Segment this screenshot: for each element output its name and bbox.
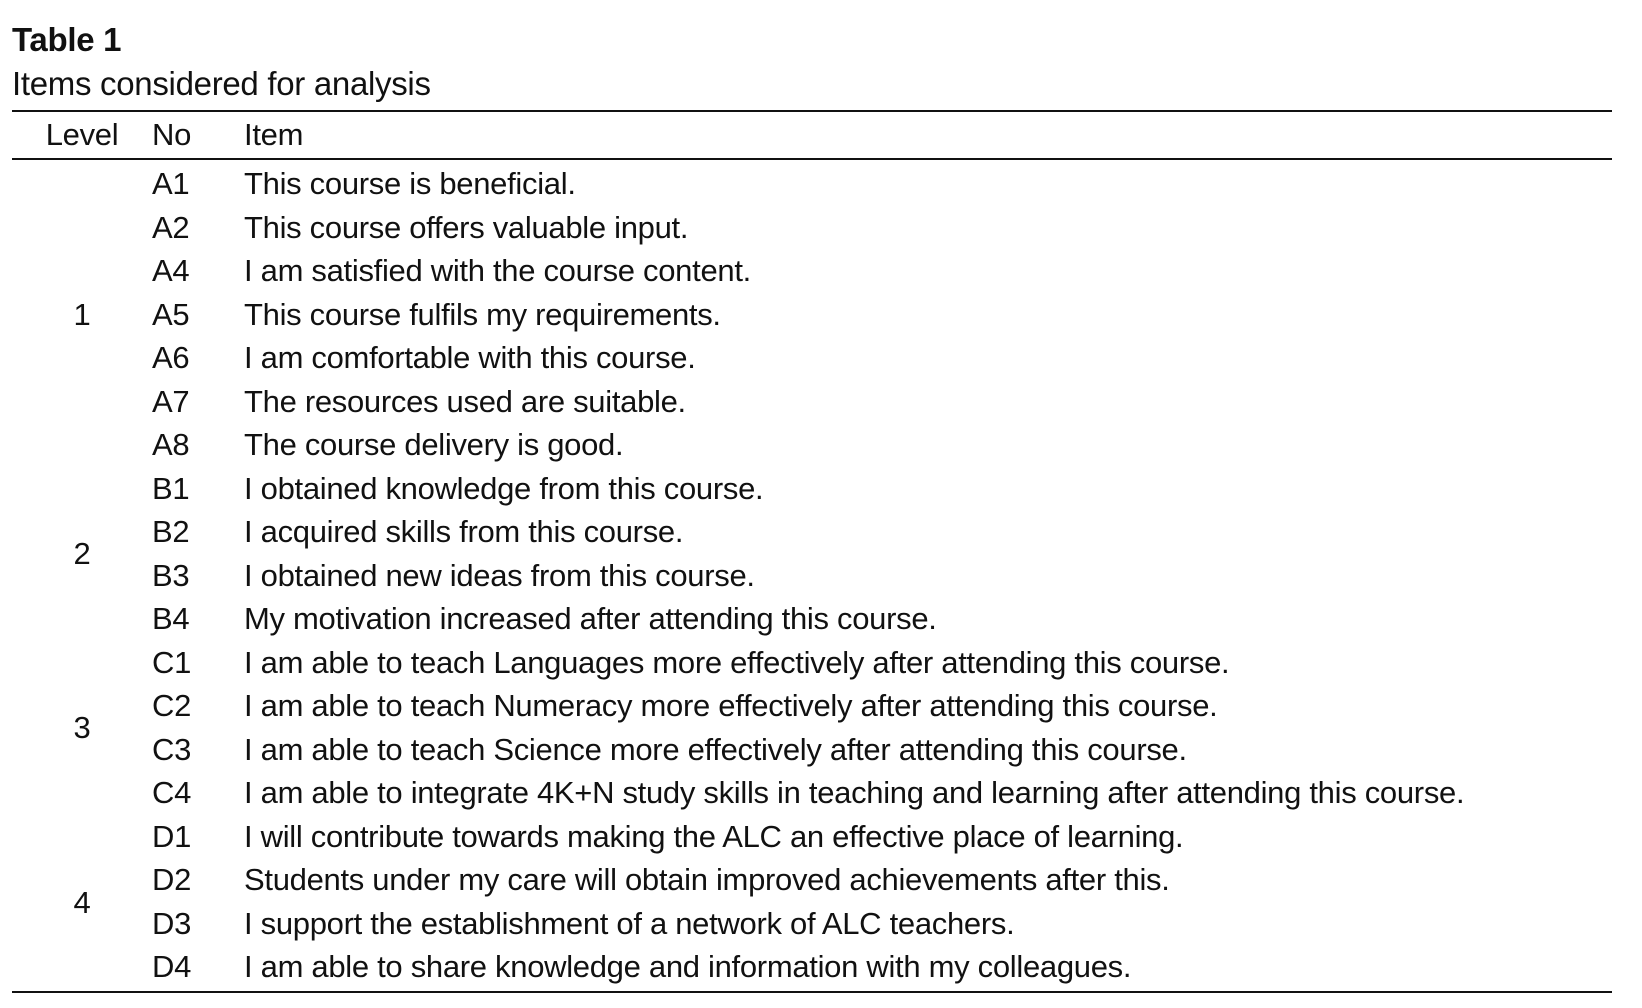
item-text-cell: The resources used are suitable.: [244, 383, 686, 419]
table-row: [12, 945, 1612, 992]
item-number-cell: A6: [152, 340, 190, 375]
item-number-cell: B4: [152, 601, 190, 636]
item-text-cell: Students under my care will obtain improved achievements after this.: [244, 862, 1170, 897]
item-text-cell: This course fulfils my requirements.: [244, 296, 721, 332]
item-number-cell: C4: [152, 775, 192, 810]
table-row: [12, 641, 1612, 685]
items-table: [12, 110, 1612, 993]
table-row: [12, 597, 1612, 641]
header-level: Level: [45, 117, 119, 152]
level-cell: 2: [73, 535, 91, 571]
item-number-cell: D3: [152, 905, 192, 941]
table-row: [12, 206, 1612, 250]
item-number-cell: A4: [152, 253, 190, 288]
item-text-cell: I obtained new ideas from this course.: [244, 557, 755, 593]
level-cell: 4: [73, 884, 91, 920]
header-row: [12, 111, 1612, 159]
table-row: [12, 728, 1612, 772]
table-row: [12, 249, 1612, 293]
table-row: [12, 771, 1612, 815]
item-number-cell: D2: [152, 862, 192, 897]
table-body: [12, 159, 1612, 992]
table-row: [12, 510, 1612, 554]
header-no: No: [152, 117, 192, 152]
table-figure: [12, 18, 1612, 993]
item-text-cell: I am comfortable with this course.: [244, 340, 696, 375]
table-label: Table 1: [12, 21, 122, 58]
item-number-cell: A1: [152, 166, 190, 201]
item-number-cell: A2: [152, 209, 190, 245]
item-number-cell: C1: [152, 644, 192, 680]
table-row: [12, 380, 1612, 424]
item-number-cell: B1: [152, 470, 190, 506]
item-text-cell: I am satisfied with the course content.: [244, 253, 751, 288]
table-row: [12, 815, 1612, 859]
table-row: [12, 467, 1612, 511]
item-number-cell: B3: [152, 557, 190, 593]
item-number-cell: D4: [152, 949, 192, 984]
table-row: [12, 554, 1612, 598]
table-row: [12, 336, 1612, 380]
item-text-cell: I am able to teach Languages more effectively after attending this course.: [244, 644, 1230, 680]
item-text-cell: I am able to share knowledge and information with my colleagues.: [244, 949, 1132, 984]
item-text-cell: The course delivery is good.: [244, 427, 624, 462]
item-text-cell: I am able to teach Science more effectively after attending this course.: [244, 731, 1187, 767]
item-text-cell: I am able to integrate 4K+N study skills in teaching and learning after attending this course.: [244, 775, 1465, 810]
level-cell: 1: [73, 296, 91, 332]
header-item: Item: [244, 117, 304, 152]
table-row: [12, 293, 1612, 337]
item-text-cell: My motivation increased after attending this course.: [244, 601, 937, 636]
item-text-cell: I obtained knowledge from this course.: [244, 470, 764, 506]
item-number-cell: A7: [152, 383, 190, 419]
table-row: [12, 684, 1612, 728]
item-number-cell: D1: [152, 818, 192, 854]
table-row: [12, 423, 1612, 467]
table-row: [12, 858, 1612, 902]
item-number-cell: B2: [152, 514, 190, 549]
item-number-cell: C3: [152, 731, 192, 767]
table-caption: Items considered for analysis: [12, 65, 431, 102]
item-text-cell: I will contribute towards making the ALC an effective place of learning.: [244, 818, 1184, 854]
table-header: [12, 111, 1612, 159]
table-row: [12, 159, 1612, 206]
item-text-cell: This course offers valuable input.: [244, 209, 689, 245]
item-number-cell: A5: [152, 296, 190, 332]
table-row: [12, 902, 1612, 946]
item-number-cell: A8: [152, 427, 190, 462]
item-number-cell: C2: [152, 688, 192, 723]
item-text-cell: I am able to teach Numeracy more effectively after attending this course.: [244, 688, 1218, 723]
level-cell: 3: [73, 709, 91, 745]
item-text-cell: This course is beneficial.: [244, 166, 576, 201]
item-text-cell: I support the establishment of a network of ALC teachers.: [244, 905, 1015, 941]
item-text-cell: I acquired skills from this course.: [244, 514, 684, 549]
